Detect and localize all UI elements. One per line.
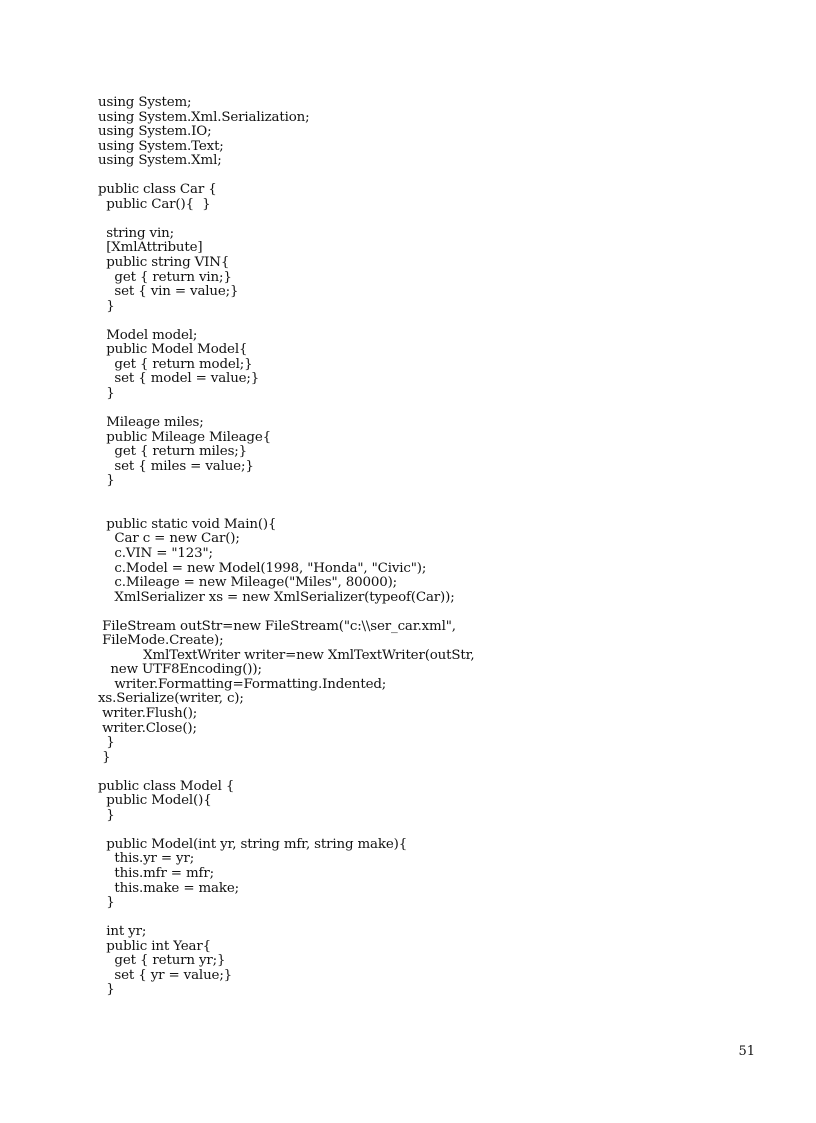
code-line: public Model Model{: [98, 342, 248, 358]
code-line: new UTF8Encoding());: [98, 662, 262, 678]
code-line: this.yr = yr;: [98, 851, 195, 867]
code-line: [XmlAttribute]: [98, 240, 203, 256]
code-line: }: [98, 749, 111, 765]
code-line: writer.Formatting=Formatting.Indented;: [98, 676, 387, 692]
code-line: XmlTextWriter writer=new XmlTextWriter(outStr,: [98, 647, 475, 663]
code-line: using System.Text;: [98, 138, 224, 154]
code-line: [98, 911, 475, 926]
code-line: public class Model {: [98, 778, 235, 794]
code-line: writer.Flush();: [98, 705, 198, 721]
code-line: public int Year{: [98, 938, 211, 954]
code-line: writer.Close();: [98, 720, 197, 736]
code-line: Car c = new Car();: [98, 531, 240, 547]
code-line: }: [98, 473, 115, 489]
code-line: set { vin = value;}: [98, 284, 239, 300]
code-line: public static void Main(){: [98, 516, 277, 532]
code-line: [98, 765, 475, 780]
code-line: }: [98, 895, 115, 911]
code-line: FileMode.Create);: [98, 633, 224, 649]
code-line: public Model(){: [98, 793, 212, 809]
code-line: [98, 314, 475, 329]
code-line: [98, 823, 475, 838]
code-line: public Mileage Mileage{: [98, 429, 271, 445]
code-line: [98, 401, 475, 416]
code-line: xs.Serialize(writer, c);: [98, 691, 244, 707]
code-line: FileStream outStr=new FileStream("c:\\ser_car.xml",: [98, 618, 456, 634]
code-line: int yr;: [98, 924, 147, 940]
code-line: [98, 212, 475, 227]
code-line: public Car(){ }: [98, 196, 211, 212]
code-line: set { model = value;}: [98, 371, 260, 387]
code-line: [98, 605, 475, 620]
code-line: [98, 503, 475, 518]
code-line: c.VIN = "123";: [98, 545, 213, 561]
code-line: get { return miles;}: [98, 444, 248, 460]
code-line: using System.Xml;: [98, 153, 222, 169]
code-line: public string VIN{: [98, 255, 230, 271]
code-line: [98, 489, 475, 504]
code-line: set { yr = value;}: [98, 967, 233, 983]
code-listing: [98, 96, 475, 998]
code-line: c.Mileage = new Mileage("Miles", 80000);: [98, 575, 398, 591]
code-line: }: [98, 735, 115, 751]
code-line: using System;: [98, 95, 192, 110]
code-line: }: [98, 807, 115, 823]
page-number: 51: [738, 1044, 755, 1059]
code-line: set { miles = value;}: [98, 458, 254, 474]
code-line: using System.IO;: [98, 124, 212, 140]
code-line: this.make = make;: [98, 880, 239, 896]
code-line: XmlSerializer xs = new XmlSerializer(typeof(Car));: [98, 589, 455, 605]
code-line: get { return vin;}: [98, 269, 232, 285]
code-line: }: [98, 982, 115, 998]
code-line: [98, 169, 475, 184]
code-line: string vin;: [98, 225, 174, 241]
code-line: Model model;: [98, 327, 198, 343]
code-line: get { return model;}: [98, 356, 253, 372]
code-line: using System.Xml.Serialization;: [98, 109, 310, 125]
code-line: c.Model = new Model(1998, "Honda", "Civic");: [98, 560, 427, 576]
code-line: public Model(int yr, string mfr, string make){: [98, 836, 408, 852]
code-line: }: [98, 385, 115, 401]
code-line: Mileage miles;: [98, 415, 204, 431]
code-line: this.mfr = mfr;: [98, 865, 214, 881]
code-line: get { return yr;}: [98, 953, 226, 969]
code-line: }: [98, 298, 115, 314]
code-line: public class Car {: [98, 182, 217, 198]
